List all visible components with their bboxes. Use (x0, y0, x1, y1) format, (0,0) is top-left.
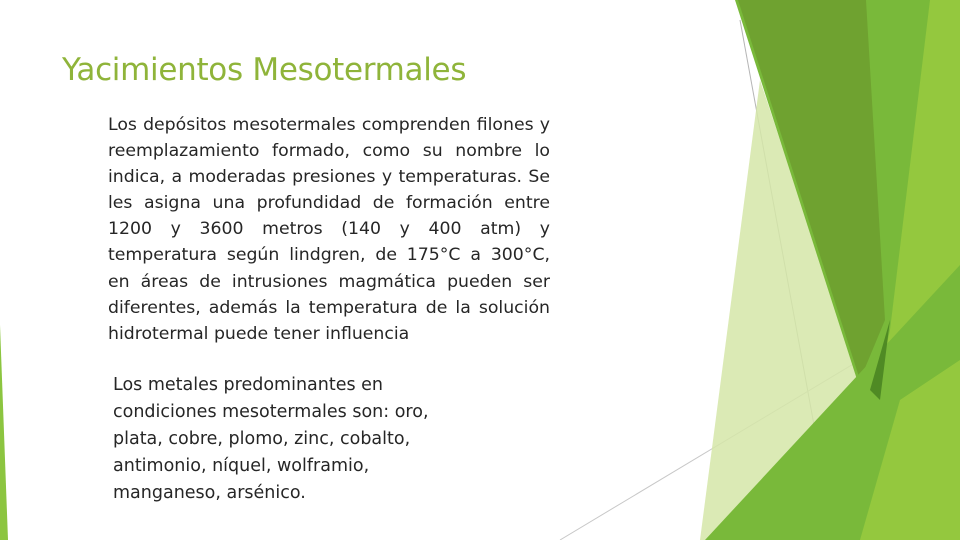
body-paragraph-2: Los metales predominantes en condiciones mesotermales son: oro, plata, cobre, plomo, zinc, cobalto, antimonio, níquel, wolframio, manganeso, arsénico. (113, 375, 429, 503)
slide-title: Yacimientos Mesotermales (62, 52, 467, 88)
body-paragraph-1: Los depósitos mesotermales comprenden filones y reemplazamiento formado, como su nombre lo indica, a moderadas presiones y temperaturas. Se les asigna una profundidad de formación entre 1200 y 3600 metros (140 y 400 atm) y temperatura según lindgren, de 175°C a 300°C, en áreas de intrusiones magmática pueden ser diferentes, además la temperatura de la solución hidrotermal puede tener influencia (108, 115, 550, 344)
left-edge-shape (0, 325, 8, 540)
